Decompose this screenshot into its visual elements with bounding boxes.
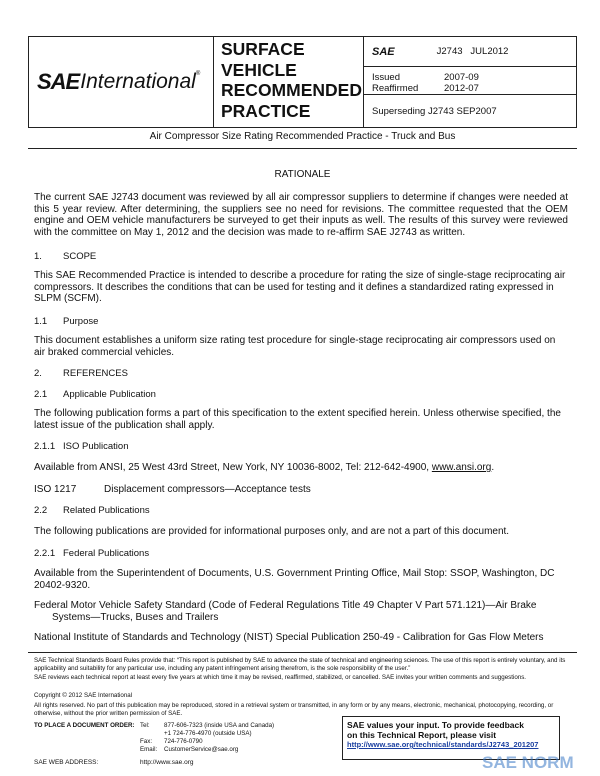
document-info (364, 37, 576, 127)
ansi-availability (34, 462, 568, 474)
rationale-heading: RATIONALE (274, 169, 331, 180)
document-title: Air Compressor Size Rating Recommended Practice - Truck and Bus (149, 131, 456, 142)
web-link[interactable]: http://www.sae.org (140, 759, 194, 766)
sae-international-logo (29, 37, 214, 127)
section-number: 1. (34, 251, 42, 262)
fax-label: Fax: (140, 738, 153, 745)
federal-availability-text: Available from the Superintendent of Documents, U.S. Government Printing Office, Mail Stop: SSOP, Washington, DC 20402-9320. (34, 568, 555, 591)
nist-reference: National Institute of Standards and Technology (NIST) Special Publication 250-49 - Calibration for Gas Flow Meters (34, 632, 544, 643)
purpose-text: This document establishes a uniform size rating test procedure for single-stage reciprocating air compressors used on air braked commercial vehicles. (34, 335, 556, 358)
section-title: ISO Publication (63, 441, 129, 452)
section-2-heading (34, 368, 128, 379)
fmvss-reference (34, 600, 568, 623)
reaffirmed-label: Reaffirmed (372, 83, 419, 94)
document-type (214, 37, 364, 127)
footer-review-text: SAE reviews each technical report at least every five years at which time it may be revised, reaffirmed, stabilized, or cancelled. SAE invites your written comments and suggestions. (34, 674, 527, 681)
feedback-link[interactable]: http://www.sae.org/technical/standards/J2743_201207 (347, 740, 539, 749)
mini-sae-logo: SAE (372, 45, 395, 58)
footer-copyright: Copyright © 2012 SAE International (34, 692, 133, 699)
email-label: Email: (140, 746, 158, 753)
section-number: 2.2 (34, 505, 48, 516)
section-2-1-heading (34, 389, 156, 400)
section-title: REFERENCES (63, 368, 128, 379)
document-type-line: SURFACE (221, 39, 305, 59)
header-divider (28, 148, 577, 149)
rationale-text: The current SAE J2743 document was reviewed by all air compressor suppliers to determine if changes were needed at this 5 year review. After determining, the suppliers see no need for revisions. The committee requested that the OEM engine and OEM vehicle manufacturers be surveyed to get their inputs as well. The results of this survey were reviewed with the committee on May 1, 2012 and the decision was made to re-affirm SAE J2743 as written. (34, 192, 568, 238)
section-title: Purpose (63, 316, 99, 327)
iso-code: ISO 1217 (34, 484, 77, 495)
sae-norm-watermark (480, 748, 590, 774)
footer-rules-text: SAE Technical Standards Board Rules provide that: “This report is published by SAE to advance the state of technical and engineering sciences. The use of this report is entirely voluntary, and its applicability and suitability for any particular use, including any patent infringement arising therefrom, is the sole responsibility of the user.” (34, 657, 566, 672)
tel-value: 877-606-7323 (inside USA and Canada) (164, 722, 275, 729)
watermark-text: SAE NORM (482, 753, 574, 772)
ansi-link[interactable]: www.ansi.org (431, 462, 492, 473)
reaffirmed-date: 2012-07 (444, 83, 479, 94)
iso-title: Displacement compressors—Acceptance tests (104, 484, 311, 495)
section-title: Related Publications (63, 505, 150, 516)
document-number: J2743 JUL2012 (436, 46, 509, 57)
footer-divider (28, 652, 577, 653)
footer-rights-text: All rights reserved. No part of this publication may be reproduced, stored in a retrieval system or transmitted, in any form or by any means, electronic, mechanical, photocopying, recording, or otherwise, without the prior written permission of SAE. (34, 702, 554, 717)
section-number: 2. (34, 368, 42, 379)
document-dates (364, 67, 576, 95)
document-type-line: RECOMMENDED (221, 80, 362, 100)
web-label: SAE WEB ADDRESS: (34, 759, 99, 766)
ansi-text: Available from ANSI, 25 West 43rd Street, New York, NY 10036-8002, Tel: 212-642-4900, (34, 462, 432, 473)
tel-label: Tel: (140, 722, 150, 729)
registered-mark: ® (195, 71, 201, 77)
section-2-2-heading (34, 505, 150, 516)
section-number: 2.1.1 (34, 441, 56, 452)
superseding-row (364, 95, 576, 127)
logo-sae-text: SAE (37, 69, 80, 94)
section-1-1-heading (34, 316, 98, 327)
logo-international-text: International (80, 70, 196, 93)
fax-value: 724-776-0790 (164, 738, 203, 745)
iso-reference (34, 484, 568, 496)
section-number: 2.1 (34, 389, 48, 400)
superseding-text: Superseding J2743 SEP2007 (372, 105, 497, 117)
ansi-end: . (491, 462, 495, 473)
section-1-heading (34, 251, 96, 262)
feedback-line-1: SAE values your input. To provide feedback (347, 720, 524, 730)
document-type-line: PRACTICE (221, 100, 311, 121)
feedback-line-2: on this Technical Report, please visit (347, 730, 497, 740)
applicable-publication-text: The following publication forms a part of this specification to the extent specified herein. Unless otherwise specified, the latest issue of the publication shall apply. (34, 408, 561, 431)
order-label: TO PLACE A DOCUMENT ORDER: (34, 722, 135, 729)
web-address (34, 759, 193, 766)
section-number: 1.1 (34, 316, 48, 327)
related-publications-text: The following publications are provided for informational purposes only, and are not a part of this document. (34, 526, 510, 537)
section-title: Federal Publications (63, 548, 150, 559)
section-title: SCOPE (63, 251, 97, 262)
section-2-1-1-heading (34, 441, 128, 452)
scope-text: This SAE Recommended Practice is intended to describe a procedure for rating the size of single-stage reciprocating air compressors. It describes the conditions that can be used for testing and it defines a standardized rating expressed in SLPM (SCFM). (34, 270, 566, 304)
issued-label: Issued (372, 72, 400, 83)
document-number-row (364, 37, 576, 67)
issued-date: 2007-09 (444, 72, 479, 83)
fmvss-line-2: Systems—Trucks, Buses and Trailers (52, 611, 219, 623)
section-title: Applicable Publication (63, 389, 156, 400)
order-contact (34, 722, 274, 754)
email-value[interactable]: CustomerService@sae.org (164, 746, 239, 753)
document-header (28, 36, 577, 128)
tel-value-2: +1 724-776-4970 (outside USA) (164, 730, 252, 737)
section-number: 2.2.1 (34, 548, 56, 559)
document-type-line: VEHICLE (221, 59, 297, 80)
section-2-2-1-heading (34, 548, 149, 559)
fmvss-line-1: Federal Motor Vehicle Safety Standard (Code of Federal Regulations Title 49 Chapter V Part 571.121)—Air Brake (34, 600, 537, 611)
